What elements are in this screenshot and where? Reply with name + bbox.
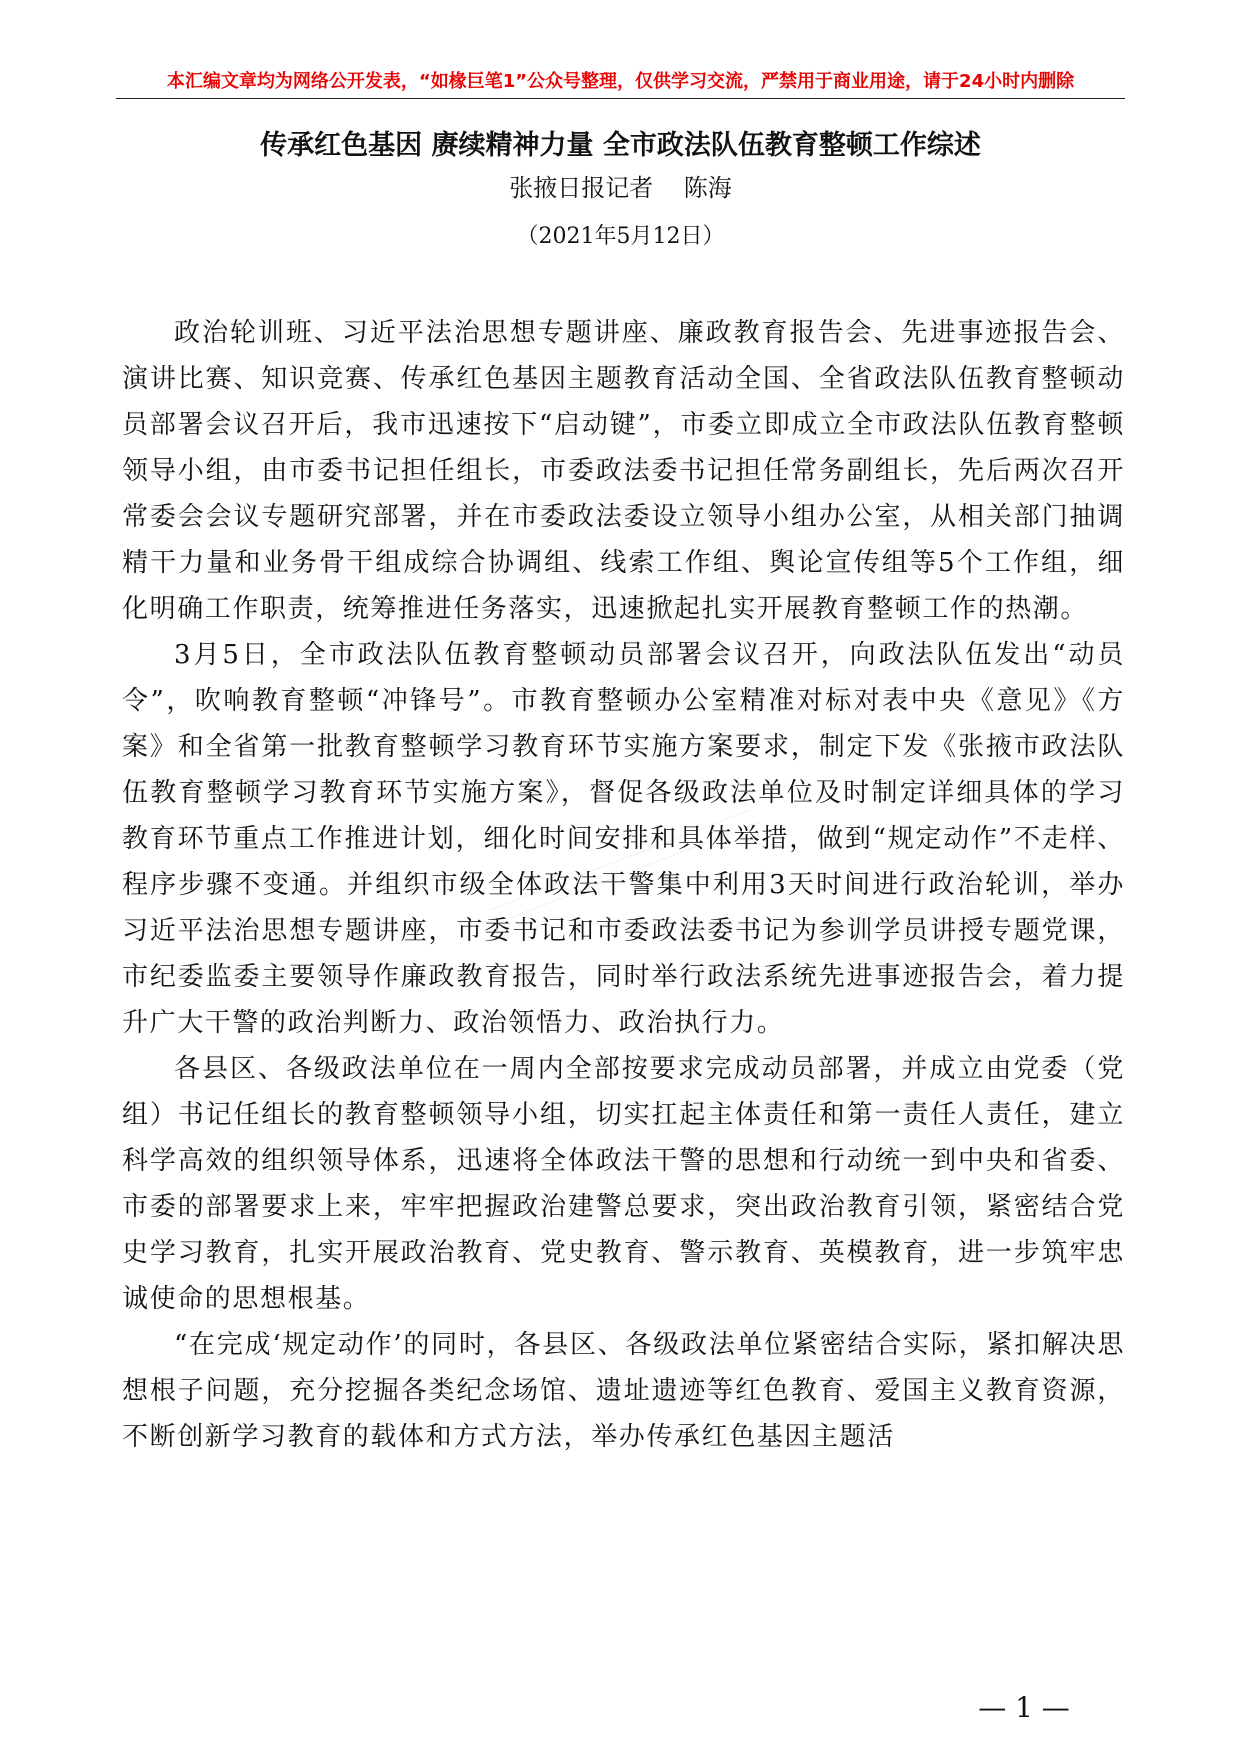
article-paragraph: 各县区、各级政法单位在一周内全部按要求完成动员部署，并成立由党委（党组）书记任组长的教育整顿领导小组，切实扛起主体责任和第一责任人责任，建立科学高效的组织领导体系，迅速将全体政法干警的思想和行动统一到中央和省委、市委的部署要求上来，牢牢把握政治建警总要求，突出政治教育引领，紧密结合党史学习教育，扎实开展政治教育、党史教育、警示教育、英模教育，进一步筑牢忠诚使命的思想根基。 bbox=[122, 1054, 1125, 1314]
article-date: （2021年5月12日） bbox=[516, 224, 725, 249]
page-number: — 1 — bbox=[978, 1691, 1070, 1724]
article-byline: 张掖日报记者 陈海 bbox=[509, 174, 732, 202]
header-divider bbox=[116, 98, 1125, 99]
copyright-notice: 本汇编文章均为网络公开发表，“如椽巨笔1”公众号整理，仅供学习交流，严禁用于商业用途，请于24小时内删除 bbox=[166, 71, 1075, 92]
article-paragraph: 政治轮训班、习近平法治思想专题讲座、廉政教育报告会、先进事迹报告会、演讲比赛、知识竞赛、传承红色基因主题教育活动全国、全省政法队伍教育整顿动员部署会议召开后，我市迅速按下“启动键”，市委立即成立全市政法队伍教育整顿领导小组，由市委书记担任组长，市委政法委书记担任常务副组长，先后两次召开常委会会议专题研究部署，并在市委政法委设立领导小组办公室，从相关部门抽调精干力量和业务骨干组成综合协调组、线索工作组、舆论宣传组等5个工作组，细化明确工作职责，统筹推进任务落实，迅速掀起扎实开展教育整顿工作的热潮。 bbox=[122, 318, 1125, 624]
article-paragraph: “在完成‘规定动作’的同时，各县区、各级政法单位紧密结合实际，紧扣解决思想根子问题，充分挖掘各类纪念场馆、遗址遗迹等红色教育、爱国主义教育资源，不断创新学习教育的载体和方式方法，举办传承红色基因主题活 bbox=[122, 1330, 1125, 1452]
article-paragraph: 3月5日，全市政法队伍教育整顿动员部署会议召开，向政法队伍发出“动员令”，吹响教育整顿“冲锋号”。市教育整顿办公室精准对标对表中央《意见》《方案》和全省第一批教育整顿学习教育环节实施方案要求，制定下发《张掖市政法队伍教育整顿学习教育环节实施方案》，督促各级政法单位及时制定详细具体的学习教育环节重点工作推进计划，细化时间安排和具体举措，做到“规定动作”不走样、程序步骤不变通。并组织市级全体政法干警集中利用3天时间进行政治轮训，举办习近平法治思想专题讲座，市委书记和市委政法委书记为参训学员讲授专题党课，市纪委监委主要领导作廉政教育报告，同时举行政法系统先进事迹报告会，着力提升广大干警的政治判断力、政治领悟力、政治执行力。 bbox=[122, 640, 1125, 1038]
article-body bbox=[122, 310, 1125, 1460]
article-title: 传承红色基因 赓续精神力量 全市政法队伍教育整顿工作综述 bbox=[260, 130, 981, 161]
